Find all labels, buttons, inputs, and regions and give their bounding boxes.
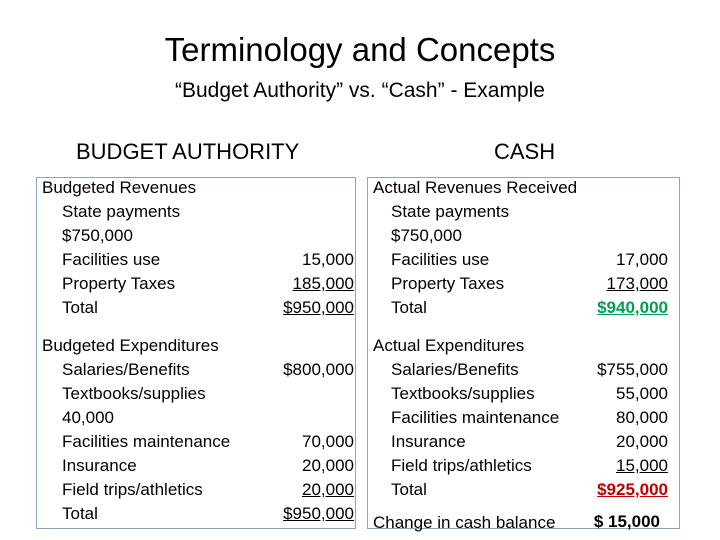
- cash-revenues-total-amount: $940,000: [597, 298, 668, 317]
- cash-state-payments-amount: $750,000: [391, 226, 462, 245]
- cash-insurance-label: Insurance: [391, 432, 466, 451]
- cash-salaries-benefits-label: Salaries/Benefits: [391, 360, 519, 379]
- cash-expenditures-total-label: Total: [391, 480, 427, 499]
- cash-salaries-benefits-amount: $755,000: [597, 360, 668, 379]
- state-payments-label: State payments: [62, 202, 181, 221]
- insurance-label: Insurance: [62, 456, 137, 475]
- actual-expenditures-header: Actual Expenditures: [373, 336, 525, 355]
- field-trips-label: Field trips/athletics: [62, 480, 203, 499]
- cash-facilities-use-label: Facilities use: [391, 250, 490, 269]
- expenditures-total-amount: $950,000: [283, 504, 354, 523]
- cash-textbooks-supplies-label: Textbooks/supplies: [391, 384, 535, 403]
- property-taxes-label: Property Taxes: [62, 274, 176, 293]
- slide-subtitle: “Budget Authority” vs. “Cash” - Example: [175, 79, 545, 102]
- facilities-use-label: Facilities use: [62, 250, 161, 269]
- property-taxes-amount: 185,000: [292, 274, 354, 293]
- budget-authority-heading: BUDGET AUTHORITY: [76, 139, 300, 164]
- slide-title: Terminology and Concepts: [164, 31, 556, 68]
- facilities-use-amount: 15,000: [302, 250, 354, 269]
- insurance-amount: 20,000: [302, 456, 354, 475]
- cash-facilities-maintenance-amount: 80,000: [616, 408, 668, 427]
- revenues-total-label: Total: [62, 298, 98, 317]
- cash-state-payments-label: State payments: [391, 202, 510, 221]
- cash-field-trips-label: Field trips/athletics: [391, 456, 532, 475]
- cash-textbooks-supplies-amount: 55,000: [616, 384, 668, 403]
- field-trips-amount: 20,000: [302, 480, 354, 499]
- facilities-maintenance-label: Facilities maintenance: [62, 432, 231, 451]
- cash-heading: CASH: [494, 139, 556, 164]
- expenditures-total-label: Total: [62, 504, 98, 523]
- change-in-cash-label: Change in cash balance: [373, 513, 556, 532]
- salaries-benefits-amount: $800,000: [283, 360, 354, 379]
- cash-property-taxes-amount: 173,000: [606, 274, 668, 293]
- actual-revenues-header: Actual Revenues Received: [373, 178, 578, 197]
- cash-expenditures-total-amount: $925,000: [597, 480, 668, 499]
- facilities-maintenance-amount: 70,000: [302, 432, 354, 451]
- change-in-cash-amount: $ 15,000: [593, 512, 660, 531]
- revenues-total-amount: $950,000: [283, 298, 354, 317]
- cash-facilities-maintenance-label: Facilities maintenance: [391, 408, 560, 427]
- cash-property-taxes-label: Property Taxes: [391, 274, 505, 293]
- cash-field-trips-amount: 15,000: [616, 456, 668, 475]
- budgeted-revenues-header: Budgeted Revenues: [42, 178, 197, 197]
- state-payments-amount: $750,000: [62, 226, 133, 245]
- textbooks-supplies-amount: 40,000: [62, 408, 114, 427]
- budgeted-expenditures-header: Budgeted Expenditures: [42, 336, 219, 355]
- salaries-benefits-label: Salaries/Benefits: [62, 360, 190, 379]
- cash-facilities-use-amount: 17,000: [616, 250, 668, 269]
- textbooks-supplies-label: Textbooks/supplies: [62, 384, 206, 403]
- cash-revenues-total-label: Total: [391, 298, 427, 317]
- cash-insurance-amount: 20,000: [616, 432, 668, 451]
